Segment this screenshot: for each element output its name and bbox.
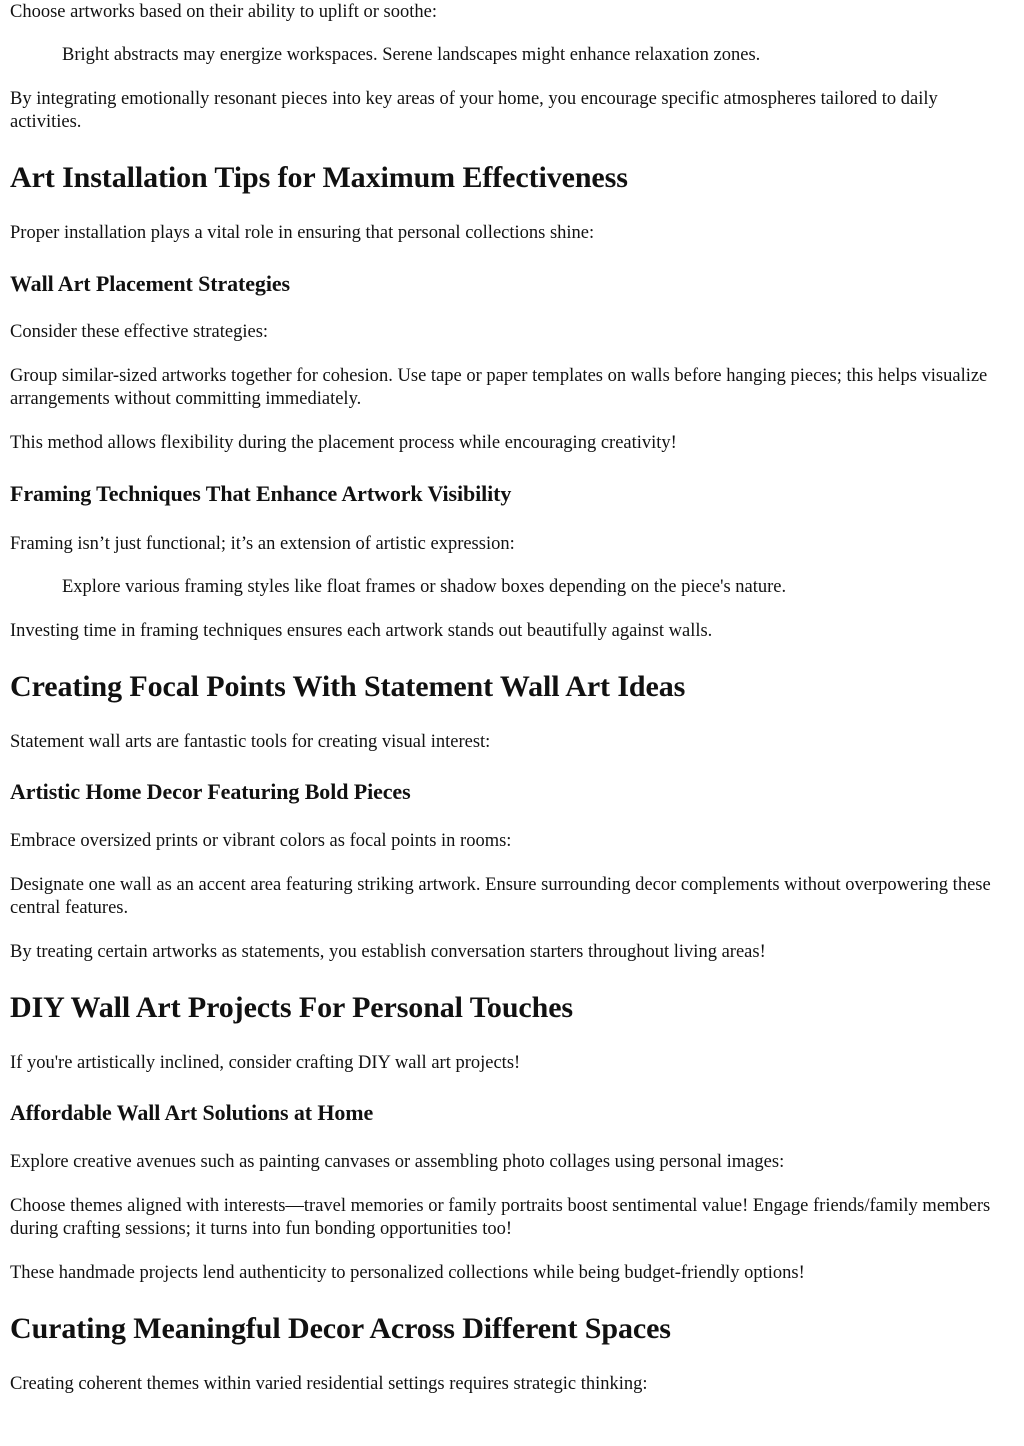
blockquote-framing-styles: Explore various framing styles like float frames or shadow boxes depending on the piece's nature. — [62, 577, 787, 597]
heading-bold-pieces: Artistic Home Decor Featuring Bold Pieces — [10, 779, 411, 804]
paragraph-embrace: Embrace oversized prints or vibrant colors as focal points in rooms: — [10, 831, 512, 851]
paragraph-consider: Consider these effective strategies: — [10, 322, 269, 342]
paragraph-framing: Framing isn’t just functional; it’s an extension of artistic expression: — [10, 534, 515, 554]
heading-diy-projects: DIY Wall Art Projects For Personal Touches — [10, 991, 574, 1024]
heading-installation-tips: Art Installation Tips for Maximum Effectiveness — [10, 161, 628, 194]
heading-affordable-solutions: Affordable Wall Art Solutions at Home — [10, 1100, 374, 1125]
heading-framing-techniques: Framing Techniques That Enhance Artwork Visibility — [10, 481, 512, 506]
heading-focal-points: Creating Focal Points With Statement Wall Art Ideas — [10, 670, 686, 703]
heading-placement-strategies: Wall Art Placement Strategies — [10, 271, 290, 296]
paragraph-curating: Creating coherent themes within varied residential settings requires strategic thinking: — [10, 1374, 648, 1394]
paragraph-uplift-intro: Choose artworks based on their ability to uplift or soothe: — [10, 2, 437, 22]
paragraph-designate: Designate one wall as an accent area featuring striking artwork. Ensure surrounding decor complements without overpowering these central features. — [10, 875, 991, 918]
paragraph-explore: Explore creative avenues such as painting canvases or assembling photo collages using personal images: — [10, 1152, 785, 1172]
heading-curating-decor: Curating Meaningful Decor Across Different Spaces — [10, 1312, 671, 1345]
blockquote-abstracts: Bright abstracts may energize workspaces. Serene landscapes might enhance relaxation zones. — [62, 45, 761, 65]
paragraph-installation: Proper installation plays a vital role in ensuring that personal collections shine: — [10, 223, 595, 243]
paragraph-integrating: By integrating emotionally resonant pieces into key areas of your home, you encourage specific atmospheres tailored to daily activities. — [10, 89, 938, 132]
paragraph-group-artworks: Group similar-sized artworks together for cohesion. Use tape or paper templates on walls before hanging pieces; this helps visualize arrangements without committing immediately. — [10, 366, 988, 409]
paragraph-method: This method allows flexibility during the placement process while encouraging creativity! — [10, 433, 677, 453]
paragraph-handmade: These handmade projects lend authenticity to personalized collections while being budget-friendly options! — [10, 1263, 805, 1283]
paragraph-themes: Choose themes aligned with interests—travel memories or family portraits boost sentimental value! Engage friends/family members during crafting sessions; it turns into fun bonding opportunities too! — [10, 1196, 991, 1239]
paragraph-diy: If you're artistically inclined, consider crafting DIY wall art projects! — [10, 1053, 521, 1073]
paragraph-treating: By treating certain artworks as statements, you establish conversation starters throughout living areas! — [10, 942, 766, 962]
paragraph-statement: Statement wall arts are fantastic tools for creating visual interest: — [10, 732, 491, 752]
paragraph-investing: Investing time in framing techniques ensures each artwork stands out beautifully against walls. — [10, 621, 713, 641]
